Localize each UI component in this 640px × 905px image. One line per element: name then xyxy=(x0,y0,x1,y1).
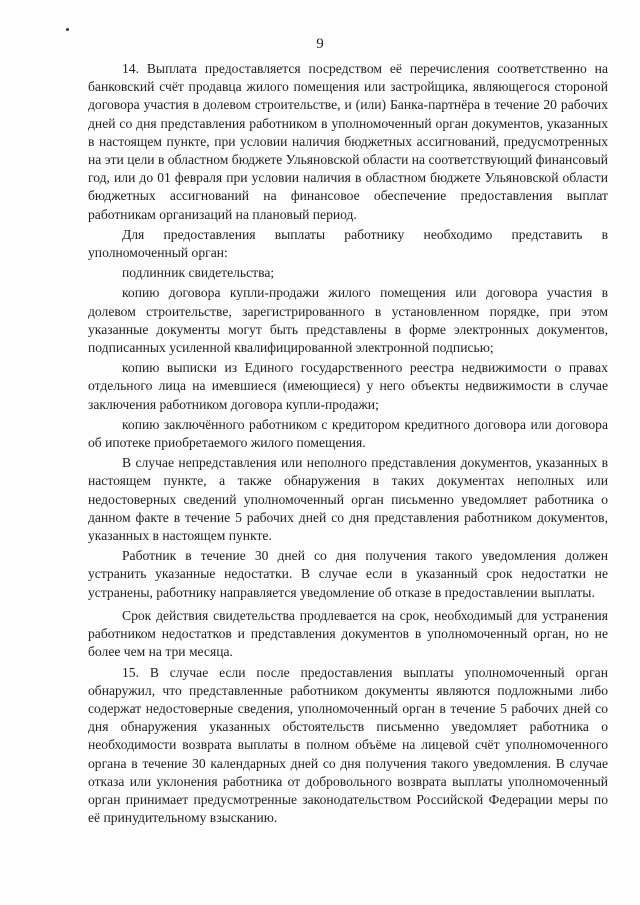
list-item-registry-extract: копию выписки из Единого государственного реестра недвижимости о правах отдельного лица на имевшиеся (имеющиеся) у него объекты недвижимости в случае заключения работником договора купли-продажи; xyxy=(88,360,608,412)
paragraph-incomplete-documents: В случае непредставления или неполного представления документов, указанных в настоящем пункте, а также обнаружения в таких документах неполных или недостоверных сведений уполномоченный орган письменно уведомляет работника о данном факте в течение 5 рабочих дней со дня представления работником документов, указанных в настоящем пункте. xyxy=(88,455,608,544)
paragraph-certificate-extension: Срок действия свидетельства продлевается на срок, необходимый для устранения работником недостатков и представления документов в уполномоченный орган, но не более чем на три месяца. xyxy=(88,607,608,660)
list-item-certificate: подлинник свидетельства; xyxy=(122,265,275,281)
scan-speck xyxy=(66,28,69,31)
paragraph-required-documents: Для предоставления выплаты работнику необходимо представить в уполномоченный орган: xyxy=(88,226,608,261)
page-number: 9 xyxy=(316,36,324,52)
list-item-credit-agreement: копию заключённого работником с кредитором кредитного договора или договора об ипотеке приобретаемого жилого помещения. xyxy=(88,416,608,451)
paragraph-15-refund: 15. В случае если после предоставления выплаты уполномоченный орган обнаружил, что представленные работником документы являются подложными либо содержат недостоверные сведения, уполномоченный орган в течение 5 рабочих дней со дня обнаружения указанных обстоятельств письменно уведомляет работника о необходимости возврата выплаты в полном объёме на лицевой счёт уполномоченного органа в течение 30 календарных дней со дня получения такого уведомления. В случае отказа или уклонения работника от добровольного возврата выплаты уполномоченный орган принимает предусмотренные законодательством Российской Федерации меры по её принудительному взысканию. xyxy=(88,664,608,826)
paragraph-14-payment: 14. Выплата предоставляется посредством её перечисления соответственно на банковский счёт продавца жилого помещения или застройщика, являющегося стороной договора участия в долевом строительстве, и (или) Банка-партнёра в течение 20 рабочих дней со дня представления работником в уполномоченный орган документов, указанных в настоящем пункте, при условии наличия бюджетных ассигнований, предусмотренных на эти цели в областном бюджете Ульяновской области на соответствующий финансовый год, или до 01 февраля при условии наличия в областном бюджете Ульяновской области бюджетных ассигнований на финансовое обеспечение предоставления выплат работникам организаций на плановый период. xyxy=(88,61,608,222)
list-item-contract-copy: копию договора купли-продажи жилого помещения или договора участия в долевом строительстве, зарегистрированного в установленном порядке, при этом указанные документы могут быть представлены в форме электронных документов, подписанных усиленной квалифицированной электронной подписью; xyxy=(88,285,608,356)
document-body xyxy=(88,60,608,829)
paragraph-correction-deadline: Работник в течение 30 дней со дня получения такого уведомления должен устранить указанные недостатки. В случае если в указанный срок недостатки не устранены, работнику направляется уведомление об отказе в предоставлении выплаты. xyxy=(88,548,608,600)
